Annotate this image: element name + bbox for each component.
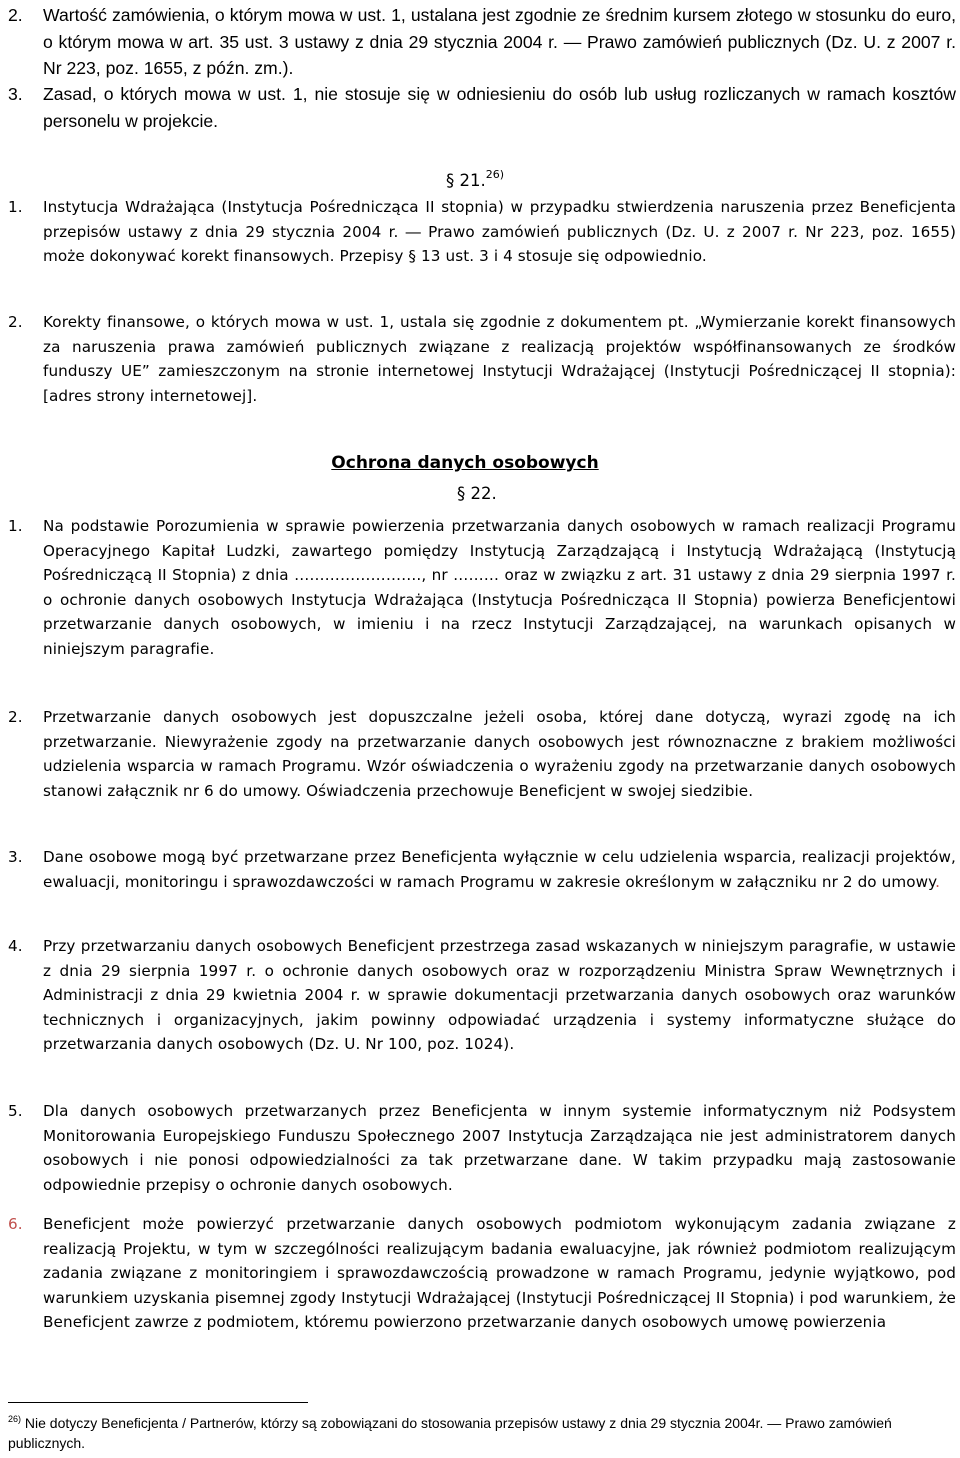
footnote-number: 26) xyxy=(8,1414,22,1424)
item-text: Na podstawie Porozumienia w sprawie powierzenia przetwarzania danych osobowych w ramach realizacji Programu Operacyjnego Kapitał Ludzki, zawartego pomiędzy Instytucją Zarządzającą i Instytucją Wdrażającą (Instytucją Pośredniczącą II Stopnia) z dnia ……………………., nr ……… oraz w związku z art. 31 ustawy z dnia 29 sierpnia 1997 r. o ochronie danych osobowych Instytucja Wdrażająca (Instytucja Pośrednicząca II Stopnia) powierza Beneficjentowi przetwarzanie danych osobowych, w imieniu i na rzecz Instytucji Zarządzającej, na warunkach opisanych w niniejszym paragrafie. xyxy=(43,517,956,658)
item-number: 1. xyxy=(8,517,23,535)
item-text: Zasad, o których mowa w ust. 1, nie stosuje się w odniesieniu do osób lub usług rozliczanych w ramach kosztów personelu w projekcie. xyxy=(43,84,956,131)
section-heading: Ochrona danych osobowych xyxy=(331,453,599,473)
item-number: 1. xyxy=(8,198,23,216)
item-number: 3. xyxy=(8,848,23,866)
list-item xyxy=(8,81,956,134)
item-text: Wartość zamówienia, o którym mowa w ust. 1, ustalana jest zgodnie ze średnim kursem złotego w stosunku do euro, o którym mowa w art. 35 ust. 3 ustawy z dnia 29 stycznia 2004 r. ― Prawo zamówień publicznych (Dz. U. z 2007 r. Nr 223, poz. 1655, z późn. zm.). xyxy=(43,5,956,78)
list-item xyxy=(8,514,956,661)
item-text: Przy przetwarzaniu danych osobowych Beneficjent przestrzega zasad wskazanych w niniejszym paragrafie, w ustawie z dnia 29 sierpnia 1997 r. o ochronie danych osobowych oraz w rozporządzeniu Ministra Spraw Wewnętrznych i Administracji z dnia 29 kwietnia 2004 r. w sprawie dokumentacji przetwarzania danych osobowych oraz warunków technicznych i organizacyjnych, jakim powinny odpowiadać urządzenia i systemy informatyczne służące do przetwarzania danych osobowych (Dz. U. Nr 100, poz. 1024). xyxy=(43,937,956,1053)
list-item xyxy=(8,310,956,408)
section-number xyxy=(446,168,504,190)
item-number: 4. xyxy=(8,937,23,955)
item-text: Korekty finansowe, o których mowa w ust. 1, ustala się zgodnie z dokumentem pt. „Wymierzanie korekt finansowych za naruszenia prawa zamówień publicznych związane z realizacją projektów współfinansowanych ze środków funduszy UE” zamieszczonym na stronie internetowej Instytucji Wdrażającej (Instytucji Pośredniczącej II stopnia): [adres strony internetowej]. xyxy=(43,313,956,405)
list-item xyxy=(8,845,956,894)
item-trailing-mark: . xyxy=(935,872,941,891)
section-number xyxy=(457,484,497,503)
list-item xyxy=(8,705,956,803)
footnote xyxy=(8,1409,948,1453)
list-item xyxy=(8,1212,956,1335)
item-text-wrap xyxy=(43,845,956,894)
item-number: 2. xyxy=(8,313,23,331)
list-item xyxy=(8,934,956,1057)
item-number: 2. xyxy=(8,708,23,726)
list-item xyxy=(8,195,956,269)
list-item xyxy=(8,1099,956,1197)
section-symbol: § xyxy=(446,171,455,190)
item-number: 3. xyxy=(8,84,23,104)
section-label: 21. xyxy=(459,171,486,190)
section-symbol: § xyxy=(457,484,466,503)
footnote-text: Nie dotyczy Beneficjenta / Partnerów, którzy są zobowiązani do stosowania przepisów ustawy z dnia 29 stycznia 2004r. ― Prawo zamówień publicznych. xyxy=(8,1415,892,1451)
item-text: Przetwarzanie danych osobowych jest dopuszczalne jeżeli osoba, której dane dotyczą, wyrazi zgodę na ich przetwarzanie. Niewyrażenie zgody na przetwarzanie danych osobowych jest równoznaczne z brakiem możliwości udzielenia wsparcia w ramach Programu. Wzór oświadczenia o wyrażeniu zgody na przetwarzanie danych osobowych stanowi załącznik nr 6 do umowy. Oświadczenia przechowuje Beneficjent w swojej siedzibie. xyxy=(43,708,956,800)
section-label: 22. xyxy=(470,484,497,503)
item-text: Dane osobowe mogą być przetwarzane przez Beneficjenta wyłącznie w celu udzielenia wsparcia, realizacji projektów, ewaluacji, monitoringu i sprawozdawczości w ramach Programu w zakresie określonym w załączniku nr 2 do umowy xyxy=(43,848,956,891)
item-number: 6. xyxy=(8,1215,23,1233)
footnote-separator xyxy=(8,1402,308,1403)
item-number: 5. xyxy=(8,1102,23,1120)
item-text: Dla danych osobowych przetwarzanych przez Beneficjenta w innym systemie informatycznym niż Podsystem Monitorowania Europejskiego Funduszu Społecznego 2007 Instytucja Zarządzająca nie jest administratorem danych osobowych i nie ponosi odpowiedzialności za tak przetwarzane dane. W takim przypadku mają zastosowanie odpowiednie przepisy o ochronie danych osobowych. xyxy=(43,1102,956,1194)
item-number: 2. xyxy=(8,5,23,25)
list-item xyxy=(8,2,956,82)
item-text: Instytucja Wdrażająca (Instytucja Pośrednicząca II stopnia) w przypadku stwierdzenia naruszenia przez Beneficjenta przepisów ustawy z dnia 29 stycznia 2004 r. ― Prawo zamówień publicznych (Dz. U. z 2007 r. Nr 223, poz. 1655) może dokonywać korekt finansowych. Przepisy § 13 ust. 3 i 4 stosuje się odpowiednio. xyxy=(43,198,956,265)
item-text: Beneficjent może powierzyć przetwarzanie danych osobowych podmiotom wykonującym zadania związane z realizacją Projektu, w tym w szczególności realizującym badania ewaluacyjne, jak również podmiotom realizującym zadania związane z monitoringiem i sprawozdawczością prowadzone w ramach Programu, jedynie wyjątkowo, pod warunkiem uzyskania pisemnej zgody Instytucji Wdrażającej (Instytucji Pośredniczącej II Stopnia) i pod warunkiem, że Beneficjent zawrze z podmiotem, któremu powierzono przetwarzanie danych osobowych umowę powierzenia xyxy=(43,1215,956,1331)
footnote-ref: 26) xyxy=(485,168,505,181)
